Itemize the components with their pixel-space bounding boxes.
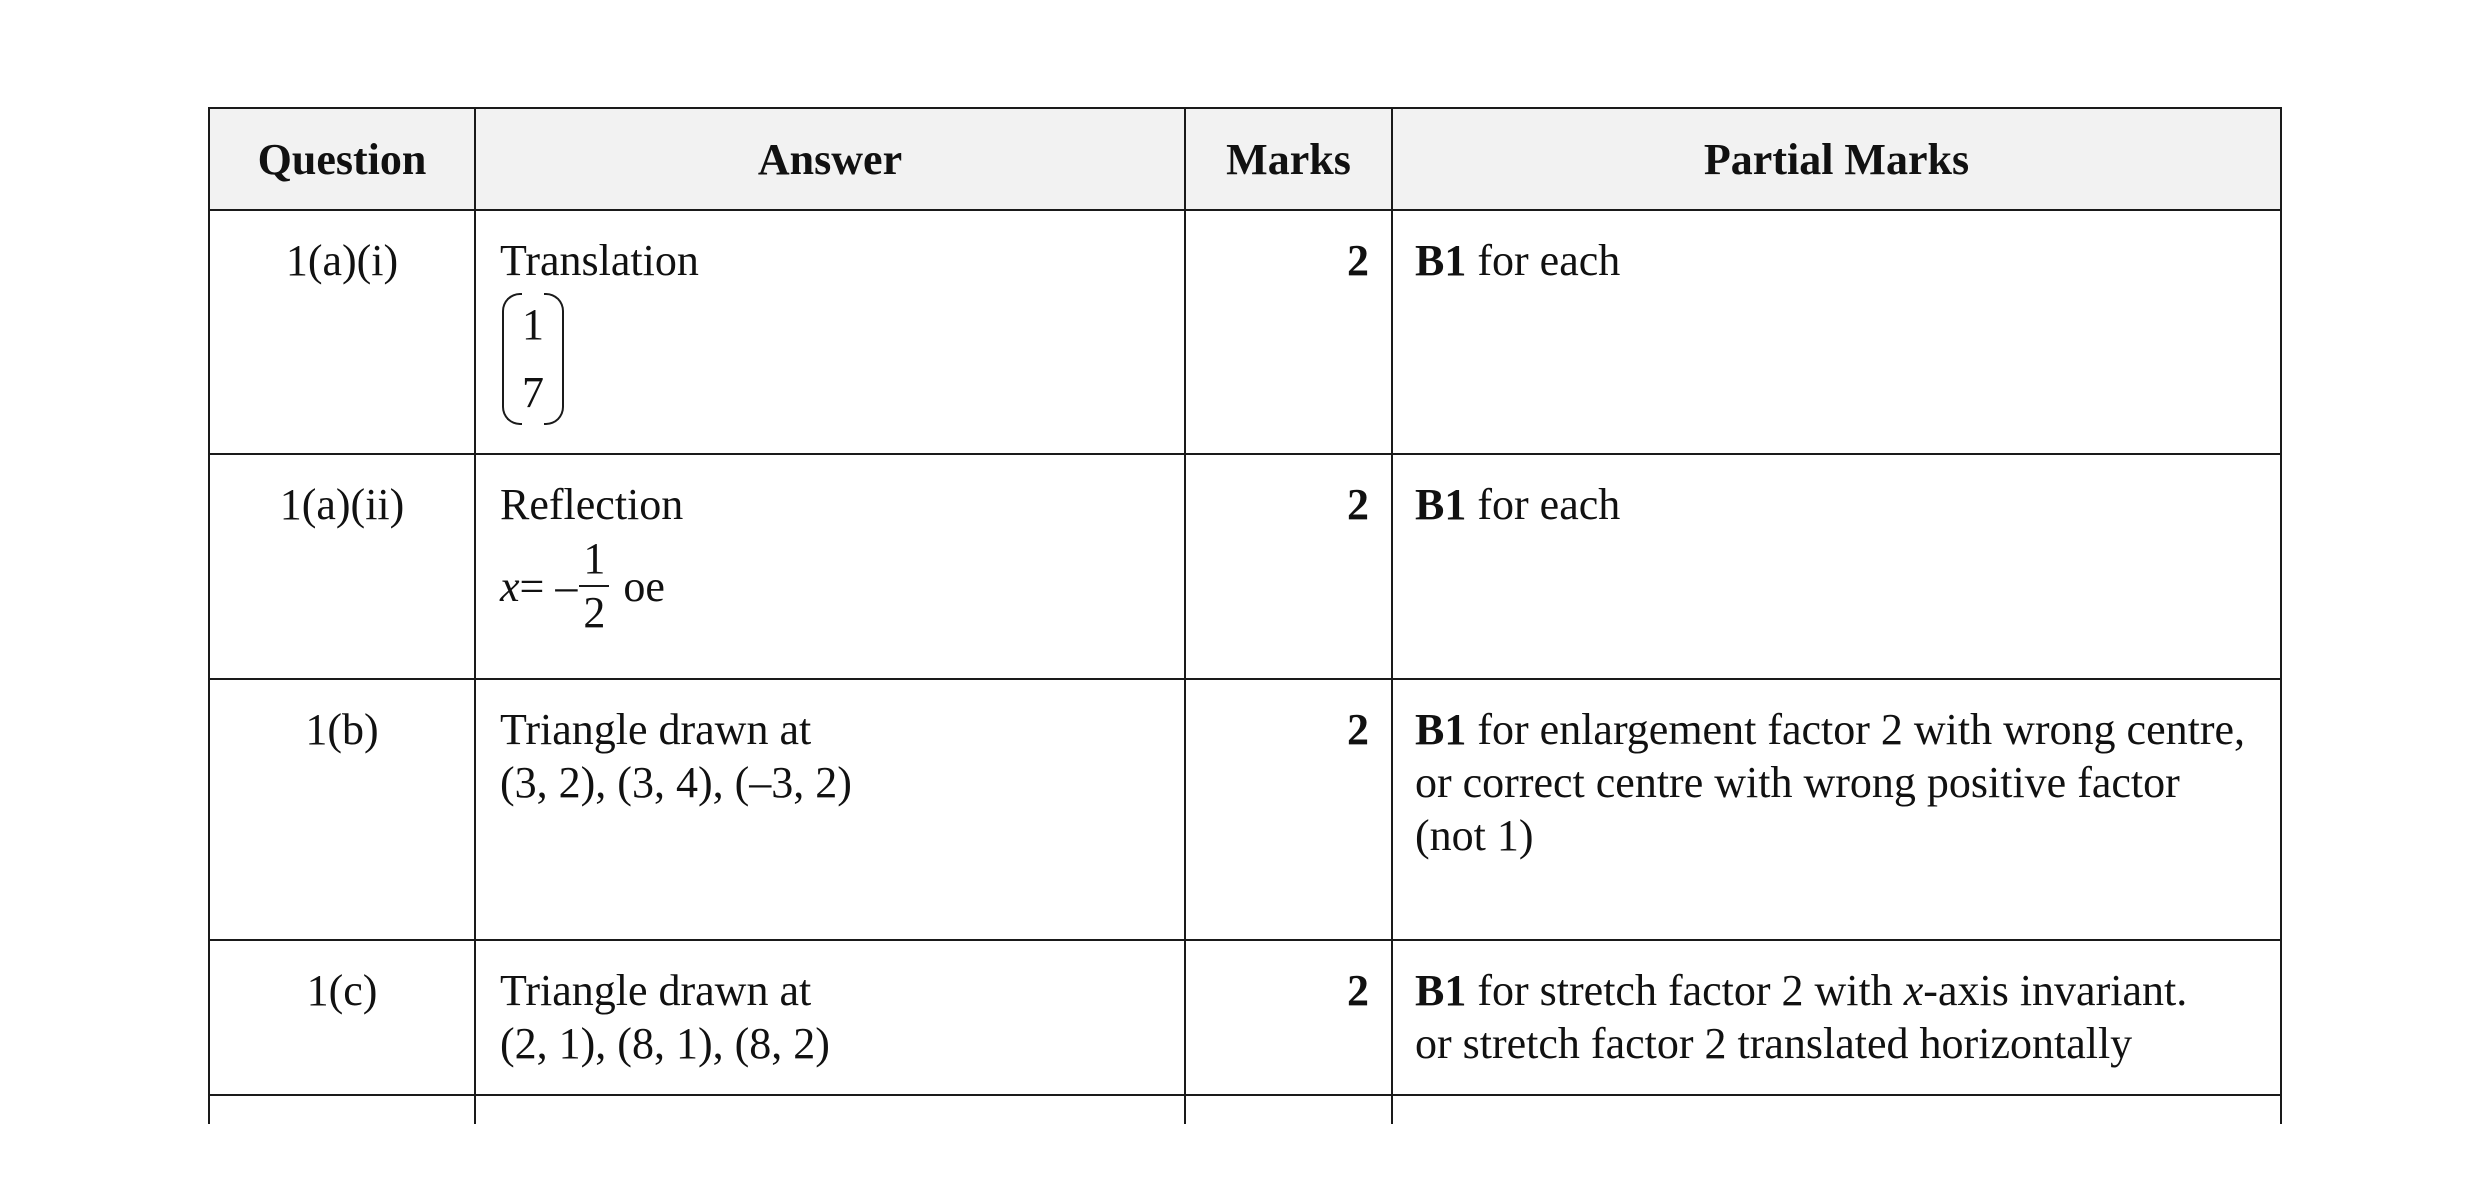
answer-text: Triangle drawn at bbox=[500, 705, 812, 754]
table-header-row bbox=[209, 108, 2281, 210]
reflection-equation bbox=[500, 533, 665, 639]
marks-value: 2 bbox=[1185, 940, 1392, 1095]
empty-cell bbox=[209, 1095, 475, 1124]
question-number: 1(a)(i) bbox=[209, 210, 475, 454]
partial-marks-text: for stretch factor 2 with bbox=[1466, 966, 1904, 1015]
answer-cell bbox=[475, 454, 1185, 679]
column-vector bbox=[500, 291, 566, 427]
vector-top-entry: 1 bbox=[522, 300, 544, 349]
mark-code: B1 bbox=[1415, 966, 1467, 1015]
marks-value: 2 bbox=[1185, 454, 1392, 679]
empty-cell bbox=[1392, 1095, 2281, 1124]
table-row bbox=[209, 454, 2281, 679]
header-answer: Answer bbox=[475, 108, 1185, 210]
mark-code: B1 bbox=[1415, 236, 1467, 285]
answer-cell bbox=[475, 210, 1185, 454]
answer-text: Triangle drawn at bbox=[500, 966, 812, 1015]
answer-coordinates: (2, 1), (8, 1), (8, 2) bbox=[500, 1019, 830, 1068]
table-row bbox=[209, 679, 2281, 940]
partial-marks-text: for each bbox=[1466, 236, 1621, 285]
fraction bbox=[579, 533, 609, 639]
partial-marks-alternative: or correct centre with wrong positive factor (not 1) bbox=[1415, 758, 2180, 860]
answer-cell bbox=[475, 940, 1185, 1095]
mark-code: B1 bbox=[1415, 480, 1467, 529]
partial-marks-cell bbox=[1392, 940, 2281, 1095]
marks-value: 2 bbox=[1185, 210, 1392, 454]
question-number: 1(a)(ii) bbox=[209, 454, 475, 679]
partial-marks-cell bbox=[1392, 210, 2281, 454]
mark-scheme-table bbox=[208, 107, 2282, 1124]
fraction-denominator: 2 bbox=[583, 588, 606, 637]
answer-text: Reflection bbox=[500, 480, 684, 529]
partial-marks-text-end: -axis invariant. bbox=[1923, 966, 2188, 1015]
question-number: 1(b) bbox=[209, 679, 475, 940]
answer-coordinates: (3, 2), (3, 4), (–3, 2) bbox=[500, 758, 852, 807]
empty-cell bbox=[1185, 1095, 1392, 1124]
equation-variable: x bbox=[500, 561, 520, 611]
header-marks: Marks bbox=[1185, 108, 1392, 210]
header-question: Question bbox=[209, 108, 475, 210]
partial-marks-alternative: or stretch factor 2 translated horizontally bbox=[1415, 1019, 2133, 1068]
vector-bottom-entry: 7 bbox=[522, 368, 544, 417]
partial-marks-text: for each bbox=[1466, 480, 1621, 529]
axis-variable: x bbox=[1903, 966, 1924, 1015]
mark-code: B1 bbox=[1415, 705, 1467, 754]
left-parenthesis bbox=[502, 293, 522, 425]
table-row bbox=[209, 940, 2281, 1095]
empty-cell bbox=[475, 1095, 1185, 1124]
equation-equals: = – bbox=[519, 561, 578, 611]
fraction-numerator: 1 bbox=[579, 533, 609, 587]
header-partial-marks: Partial Marks bbox=[1392, 108, 2281, 210]
partial-marks-text: for enlargement factor 2 with wrong centre, bbox=[1466, 705, 2246, 754]
table-row bbox=[209, 210, 2281, 454]
partial-marks-cell bbox=[1392, 679, 2281, 940]
table-row-continuation bbox=[209, 1095, 2281, 1124]
question-number: 1(c) bbox=[209, 940, 475, 1095]
answer-text: Translation bbox=[500, 236, 699, 285]
equation-suffix: oe bbox=[623, 561, 665, 611]
answer-cell bbox=[475, 679, 1185, 940]
partial-marks-cell bbox=[1392, 454, 2281, 679]
marks-value: 2 bbox=[1185, 679, 1392, 940]
right-parenthesis bbox=[544, 293, 564, 425]
